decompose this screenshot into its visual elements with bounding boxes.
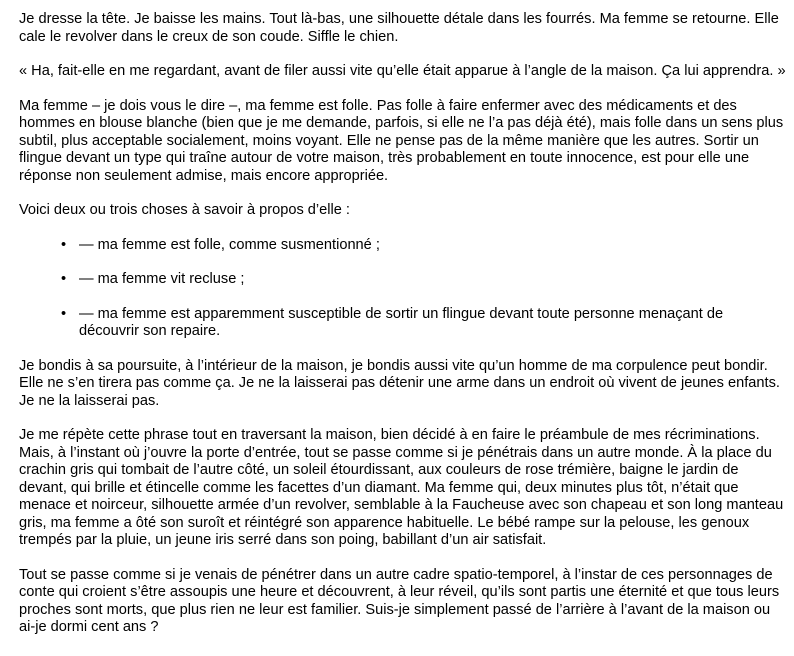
document-body bbox=[19, 11, 787, 654]
paragraph: Je me répète cette phrase tout en traversant la maison, bien décidé à en faire le préambule de mes récriminations. Mais, à l’instant où j’ouvre la porte d’entrée, tout se passe comme si je pénétrais dans un autre monde. À la place du crachin gris qui tombait de l’autre côté, un soleil étourdissant, aux couleurs de rose trémière, baigne le jardin de devant, qui brille et étincelle comme les facettes d’un diamant. Ma femme qui, deux minutes plus tôt, n’était que menace et noirceur, silhouette armée d’un revolver, semblable à la Faucheuse avec son chapeau et son long manteau gris, ma femme a ôté son suroît et réintégré son apparence habituelle. Le bébé rampe sur la pelouse, les genoux trempés par la pluie, un jeune iris serré dans son poing, babillant d’un air satisfait. bbox=[19, 427, 784, 548]
list-item bbox=[61, 237, 787, 255]
paragraph: Tout se passe comme si je venais de pénétrer dans un autre cadre spatio-temporel, à l’instar de ces personnages de conte qui croient s’être assoupis une heure et découvrent, à leur réveil, qu’ils sont partis une éternité et que tous leurs proches sont morts, que plus rien ne leur est familier. Suis-je simplement passé de l’arrière à l’avant de la maison ou ai-je dormi cent ans ? bbox=[19, 566, 780, 635]
bullet-icon: • bbox=[61, 236, 67, 253]
paragraph: Voici deux ou trois choses à savoir à propos d’elle : bbox=[19, 202, 350, 218]
paragraph: « Ha, fait-elle en me regardant, avant de filer aussi vite qu’elle était apparue à l’angle de la maison. Ça lui apprendra. » bbox=[19, 63, 786, 79]
list-item-text: — ma femme vit recluse ; bbox=[79, 271, 245, 287]
bullet-list bbox=[19, 237, 787, 341]
list-item bbox=[61, 306, 787, 341]
bullet-icon: • bbox=[61, 305, 67, 322]
bullet-icon: • bbox=[61, 271, 67, 287]
list-item-text: — ma femme est folle, comme susmentionné ; bbox=[79, 236, 380, 253]
list-item bbox=[61, 271, 787, 289]
list-item-text: — ma femme est apparemment susceptible de sortir un flingue devant toute personne menaçant de découvrir son repaire. bbox=[79, 305, 724, 339]
paragraph: Je bondis à sa poursuite, à l’intérieur de la maison, je bondis aussi vite qu’un homme de ma corpulence peut bondir. Elle ne s’en tirera pas comme ça. Je ne la laisserai pas détenir une arme dans un endroit où vivent de jeunes enfants. Je ne la laisserai pas. bbox=[19, 357, 780, 409]
paragraph: Ma femme – je dois vous le dire –, ma femme est folle. Pas folle à faire enfermer avec des médicaments et des hommes en blouse blanche (bien que je me demande, parfois, si elle ne l’a pas déjà été), mais folle dans un sens plus subtil, plus acceptable socialement, moins voyant. Elle ne pense pas de la même manière que les autres. Sortir un flingue devant un type qui traîne autour de votre maison, très probablement en toute innocence, est pour elle une réponse non seulement admise, mais encore appropriée. bbox=[19, 97, 784, 184]
paragraph: Je dresse la tête. Je baisse les mains. Tout là-bas, une silhouette détale dans les fourrés. Ma femme se retourne. Elle cale le revolver dans le creux de son coude. Siffle le chien. bbox=[19, 11, 779, 45]
